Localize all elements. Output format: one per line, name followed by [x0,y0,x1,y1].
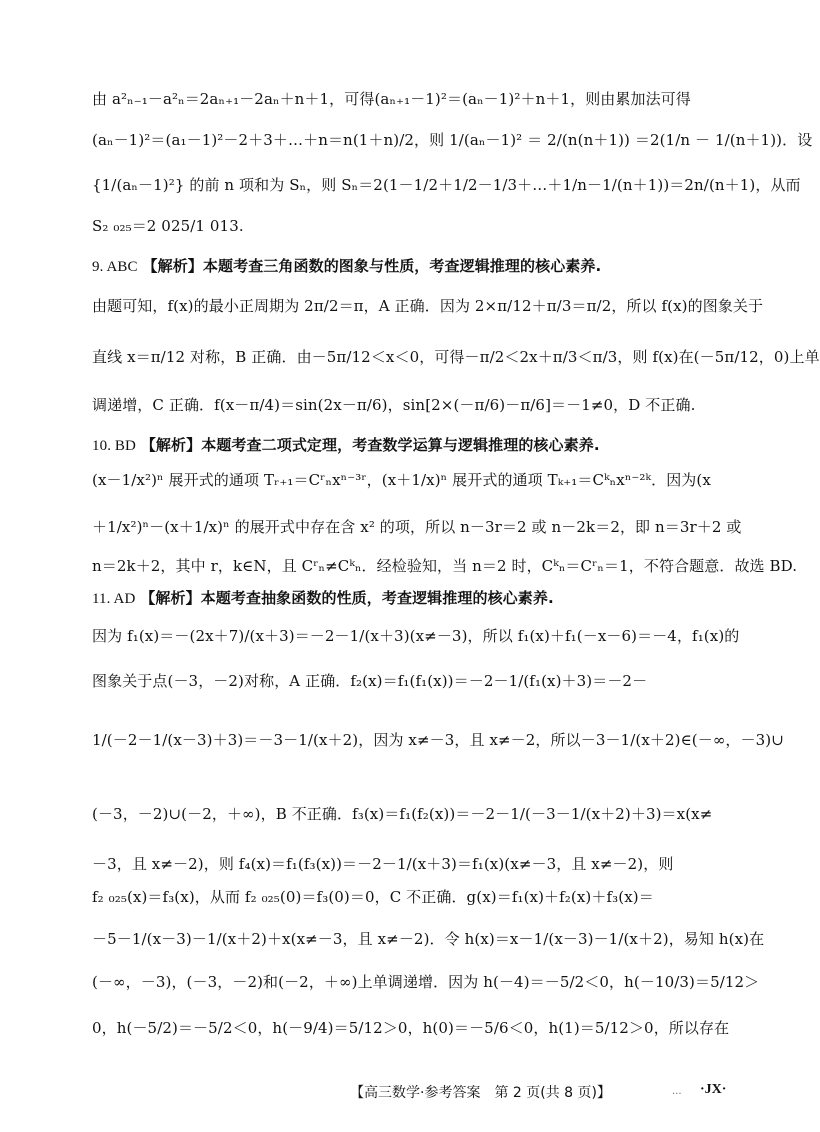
text-line: S₂ ₀₂₅＝2 025/1 013. [92,217,244,235]
text-line: (aₙ－1)²＝(a₁－1)²－2＋3＋…＋n＝n(1＋n)/2，则 1/(aₙ－1)² ＝ 2/(n(n＋1)) ＝2(1/n － 1/(n＋1))．设 [92,131,813,149]
text-line: ＋1/x²)ⁿ－(x＋1/x)ⁿ 的展开式中存在含 x² 的项，所以 n－3r＝2 或 n－2k＝2，即 n＝3r＋2 或 [92,518,742,536]
footer-mark: ·JX· [700,1082,727,1097]
answer-label: 10. BD [92,438,136,454]
page-footer: 【高三数学·参考答案 第 2 页(共 8 页)】 [350,1085,611,1101]
text-line: 因为 f₁(x)＝－(2x＋7)/(x＋3)＝－2－1/(x＋3)(x≠－3)，所以 f₁(x)＋f₁(－x－6)＝－4，f₁(x)的 [92,627,740,645]
footer-dots: ... [672,1086,682,1097]
answer-label: 9. ABC [92,259,138,275]
analysis-tag: 【解析】 [140,589,201,607]
heading-text: 本题考查抽象函数的性质，考查逻辑推理的核心素养. [200,589,554,607]
text-line: (－3，－2)∪(－2，＋∞)，B 不正确．f₃(x)＝f₁(f₂(x))＝－2－1/(－3－1/(x＋2)＋3)＝x(x≠ [92,805,713,823]
text-line: －5－1/(x－3)－1/(x＋2)＋x(x≠－3，且 x≠－2)．令 h(x)＝x－1/(x－3)－1/(x＋2)，易知 h(x)在 [92,930,765,948]
text-line: n＝2k＋2，其中 r，k∈N，且 Cʳₙ≠Cᵏₙ．经检验知，当 n＝2 时，Cᵏₙ＝Cʳₙ＝1，不符合题意．故选 BD. [92,557,798,575]
analysis-tag: 【解析】 [142,257,203,275]
text-line: －3，且 x≠－2)，则 f₄(x)＝f₁(f₃(x))＝－2－1/(x＋3)＝f₁(x)(x≠－3，且 x≠－2)，则 [92,855,674,873]
heading-11 [92,587,732,610]
text-line: 图象关于点(－3，－2)对称，A 正确．f₂(x)＝f₁(f₁(x))＝－2－1/(f₁(x)＋3)＝－2－ [92,672,648,690]
text-line: 1/(－2－1/(x－3)＋3)＝－3－1/(x＋2)，因为 x≠－3，且 x≠－2，所以－3－1/(x＋2)∈(－∞，－3)∪ [92,731,784,749]
text-line: f₂ ₀₂₅(x)＝f₃(x)，从而 f₂ ₀₂₅(0)＝f₃(0)＝0，C 不正确．g(x)＝f₁(x)＋f₂(x)＋f₃(x)＝ [92,888,654,906]
text-line: 由题可知，f(x)的最小正周期为 2π/2＝π，A 正确．因为 2×π/12＋π/3＝π/2，所以 f(x)的图象关于 [92,297,764,315]
answer-label: 11. AD [92,591,136,607]
heading-10 [92,434,732,457]
analysis-tag: 【解析】 [140,436,202,454]
heading-9 [92,255,732,278]
text-line: 0，h(－5/2)＝－5/2＜0，h(－9/4)＝5/12＞0，h(0)＝－5/6＜0，h(1)＝5/12＞0，所以存在 [92,1019,730,1037]
text-line: 由 a²ₙ₋₁－a²ₙ＝2aₙ₊₁－2aₙ＋n＋1，可得(aₙ₊₁－1)²＝(aₙ－1)²＋n＋1，则由累加法可得 [92,90,691,108]
heading-text: 本题考查二项式定理，考查数学运算与逻辑推理的核心素养. [201,436,600,454]
text-line: (x－1/x²)ⁿ 展开式的通项 Tᵣ₊₁＝Cʳₙxⁿ⁻³ʳ，(x＋1/x)ⁿ 展开式的通项 Tₖ₊₁＝Cᵏₙxⁿ⁻²ᵏ．因为(x [92,471,711,489]
heading-text: 本题考查三角函数的图象与性质，考查逻辑推理的核心素养. [202,257,602,275]
text-line: 调递增，C 正确．f(x－π/4)＝sin(2x－π/6)，sin[2×(－π/6)－π/6]＝－1≠0，D 不正确. [92,396,696,414]
text-line: (－∞，－3)，(－3，－2)和(－2，＋∞)上单调递增．因为 h(－4)＝－5/2＜0，h(－10/3)＝5/12＞ [92,973,760,991]
text-line: {1/(aₙ－1)²} 的前 n 项和为 Sₙ，则 Sₙ＝2(1－1/2＋1/2－1/3＋…＋1/n－1/(n＋1))＝2n/(n＋1)，从而 [92,176,801,194]
text-line: 直线 x＝π/12 对称，B 正确．由－5π/12＜x＜0，可得－π/2＜2x＋π/3＜π/3，则 f(x)在(－5π/12，0)上单 [92,348,820,366]
